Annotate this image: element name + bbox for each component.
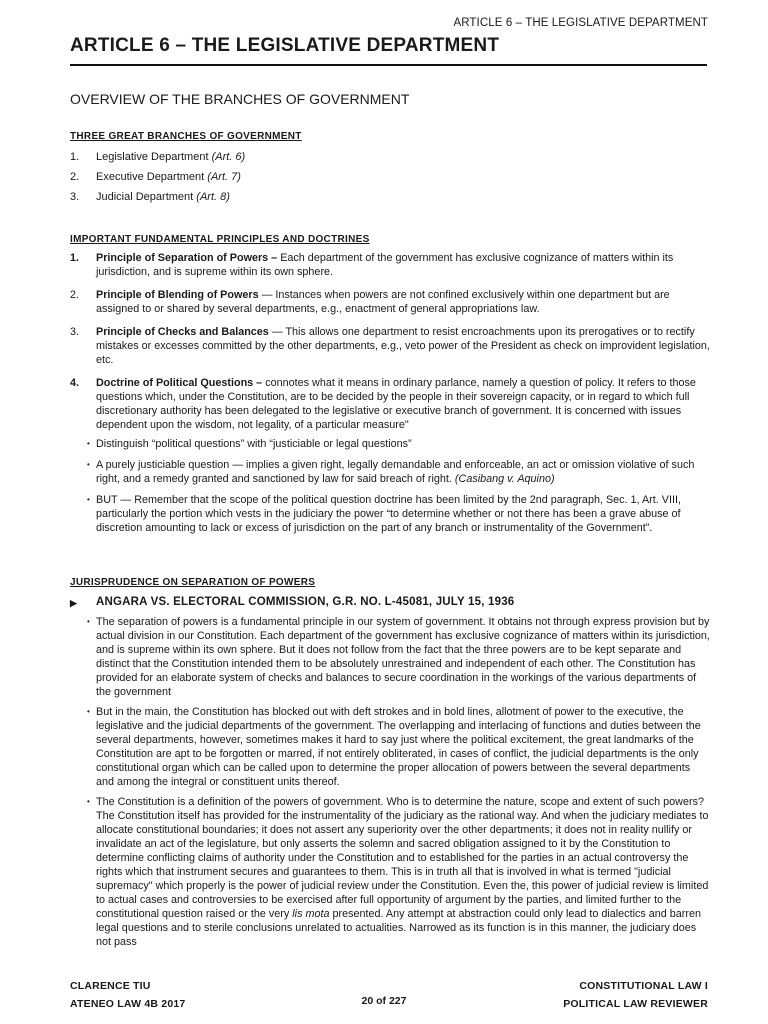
list-item: 3. Judicial Department (Art. 8) (70, 191, 230, 203)
footer-author: CLARENCE TIU (70, 980, 151, 992)
running-head: ARTICLE 6 – THE LEGISLATIVE DEPARTMENT (453, 17, 708, 29)
list-item: • BUT — Remember that the scope of the political question doctrine has been limited by the 2nd paragraph, Sec. 1, Art. VIII, particularly the portion which vests in the judiciary the power “to determine whether or not there has been a grave abuse of discretion amounting to lack or excess of jurisdiction on the part of any branch or instrumentality of the Government”. (70, 493, 710, 535)
triangle-right-icon: ▶ (70, 598, 78, 608)
list-item: 1. Legislative Department (Art. 6) (70, 151, 246, 163)
branches-list (70, 150, 710, 210)
sub-bullets (70, 437, 710, 535)
principles-heading: IMPORTANT FUNDAMENTAL PRINCIPLES AND DOCTRINES (70, 234, 370, 245)
list-item: 2. Executive Department (Art. 7) (70, 171, 241, 183)
sub-bullet-list (70, 437, 710, 535)
list-item: • But in the main, the Constitution has blocked out with deft strokes and in bold lines, allotment of power to the executive, the legislative and the judicial departments of the government. The overlapping and interlacing of functions and duties between the several departments, however, sometimes makes it hard to say just where the political excitement, the great landmarks of the Constitution are apt to be forgotten or marred, if not entirely obliterated, in cases of conflict, the judicial departments is the only constitutional organ which can be called upon to determine the proper allocation of powers between the several departments and among the integral or constituent units thereof. (70, 705, 710, 789)
list-item: • The separation of powers is a fundamental principle in our system of government. It obtains not through express provision but by actual division in our Constitution. Each department of the government has exclusive cognizance of matters within its jurisdiction, and is supreme within its own sphere. But it does not follow from the fact that the three powers are to be kept separate and distinct that the Constitution intended them to be absolutely unrestrained and independent of each other. The Constitution has provided for an elaborate system of checks and balances to secure coordination in the workings of the various departments of the government (70, 615, 710, 699)
list-item: 2. Principle of Blending of Powers — Instances when powers are not confined exclusively within one department but are assigned to or shared by several departments, e.g., enactment of general appropriations law. (70, 289, 670, 315)
bullet-icon: • (87, 495, 90, 504)
article-title: ARTICLE 6 – THE LEGISLATIVE DEPARTMENT (70, 35, 500, 56)
jurisprudence-heading: JURISPRUDENCE ON SEPARATION OF POWERS (70, 577, 316, 588)
principles-list (70, 251, 710, 542)
section-title: OVERVIEW OF THE BRANCHES OF GOVERNMENT (70, 91, 410, 107)
case-title: ▶ ANGARA VS. ELECTORAL COMMISSION, G.R. NO. L-45081, JULY 15, 1936 (70, 596, 515, 608)
list-item: 4. Doctrine of Political Questions – connotes what it means in ordinary parlance, namely a question of policy. It refers to those questions which, under the Constitution, are to be decided by the people in their sovereign capacity, or in regard to which full discretionary authority has been delegated to the legislative or executive branch of government. It is concerned with issues dependent upon the wisdom, not legality, of a particular measure" (70, 377, 696, 431)
bullet-icon: • (87, 439, 90, 448)
case-bullet-list (70, 615, 710, 955)
list-item: 1. Principle of Separation of Powers – Each department of the government has exclusive cognizance of matters within its jurisdiction, and is supreme within its own sphere. (70, 252, 674, 278)
footer-right (563, 977, 708, 1013)
bullet-icon: • (87, 460, 90, 469)
footer-school: ATENEO LAW 4B 2017 (70, 998, 186, 1010)
bullet-icon: • (87, 797, 90, 806)
title-rule (70, 64, 707, 66)
list-item: • The Constitution is a definition of the powers of government. Who is to determine the nature, scope and extent of such powers? The Constitution itself has provided for the instrumentality of the judiciary as the rational way. And when the judiciary mediates to allocate constitutional boundaries; it does not assert any superiority over the other departments; it does not in reality nullify or invalidate an act of the legislature, but only asserts the solemn and sacred obligation assigned to it by the Constitution to determine conflicting claims of authority under the Constitution and to established for the parties in an actual controversy the rights which that instrument secures and guarantees to them. This is in truth all that is involved in what is termed "judicial supremacy" which properly is the power of judicial review under the Constitution. Even the, this power of judicial review is limited to actual cases and controversies to be exercised after full opportunity of argument by the parties, and limited further to the constitutional question raised or the very lis mota presented. Any attempt at abstraction could only lead to dialectics and barren legal questions and to sterile conclusions unrelated to actualities. Narrowed as its function is in this manner, the judiciary does not pass (70, 795, 710, 949)
bullet-icon: • (87, 707, 90, 716)
footer-subject: CONSTITUTIONAL LAW I (579, 980, 708, 992)
list-item: • A purely justiciable question — implies a given right, legally demandable and enforceable, an act or omission violative of such right, and a remedy granted and sanctioned by law for said breach of right. (Casibang v. Aquino) (70, 458, 710, 486)
footer-reviewer: POLITICAL LAW REVIEWER (563, 998, 708, 1010)
list-item: 3. Principle of Checks and Balances — This allows one department to resist encroachments upon its prerogatives or to rectify mistakes or excesses committed by the other departments, e.g., veto power of the President as check on improvident legislation, etc. (70, 326, 710, 366)
page-number: 20 of 227 (361, 995, 407, 1007)
branches-heading: THREE GREAT BRANCHES OF GOVERNMENT (70, 131, 302, 142)
bullet-icon: • (87, 617, 90, 626)
list-item: • Distinguish “political questions” with “justiciable or legal questions” (70, 437, 710, 451)
